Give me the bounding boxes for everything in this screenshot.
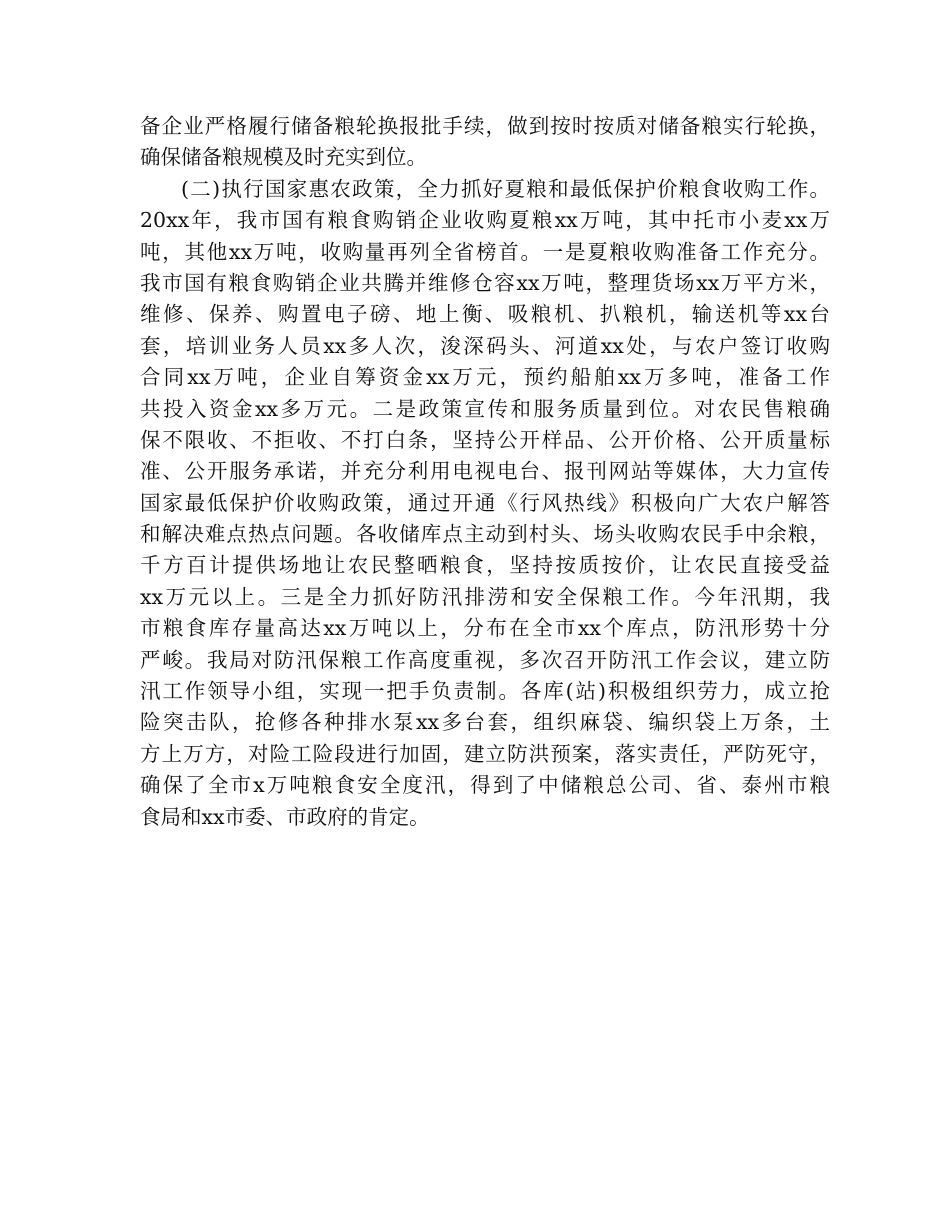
text-line: 吨，其他xx万吨，收购量再列全省榜首。一是夏粮收购准备工作充分。: [140, 239, 830, 264]
text-line: 汛工作领导小组，实现一把手负责制。各库(站)积极组织劳力，成立抢: [140, 679, 830, 704]
text-line: 险突击队，抢修各种排水泵xx多台套，组织麻袋、编织袋上万条，土: [140, 710, 830, 735]
text-line: 食局和xx市委、市政府的肯定。: [140, 804, 430, 829]
text-line: 保不限收、不拒收、不打白条，坚持公开样品、公开价格、公开质量标: [140, 427, 830, 452]
text-line: 方上万方，对险工险段进行加固，建立防洪预案，落实责任，严防死守，: [140, 741, 830, 766]
text-line: 维修、保养、购置电子磅、地上衡、吸粮机、扒粮机，输送机等xx台: [140, 302, 830, 327]
text-line: 共投入资金xx多万元。二是政策宣传和服务质量到位。对农民售粮确: [140, 396, 830, 421]
text-line: 我市国有粮食购销企业共腾并维修仓容xx万吨，整理货场xx万平方米，: [140, 270, 830, 295]
text-line: 千方百计提供场地让农民整晒粮食，坚持按质按价，让农民直接受益: [140, 553, 830, 578]
text-line: 严峻。我局对防汛保粮工作高度重视，多次召开防汛工作会议，建立防: [140, 647, 830, 672]
text-line: 和解决难点热点问题。各收储库点主动到村头、场头收购农民手中余粮，: [140, 522, 830, 547]
text-line: 市粮食库存量高达xx万吨以上，分布在全市xx个库点，防汛形势十分: [140, 616, 830, 641]
text-line: 国家最低保护价收购政策，通过开通《行风热线》积极向广大农户解答: [140, 490, 830, 515]
text-line: 套，培训业务人员xx多人次，浚深码头、河道xx处，与农户签订收购: [140, 333, 830, 358]
text-line: 确保了全市x万吨粮食安全度汛，得到了中储粮总公司、省、泰州市粮: [140, 773, 830, 798]
text-line: 合同xx万吨，企业自筹资金xx万元，预约船舶xx万多吨，准备工作: [140, 365, 830, 390]
text-line: 备企业严格履行储备粮轮换报批手续，做到按时按质对储备粮实行轮换，: [140, 114, 830, 138]
text-line: xx万元以上。三是全力抓好防汛排涝和安全保粮工作。今年汛期，我: [140, 584, 830, 609]
section-heading-line: (二)执行国家惠农政策，全力抓好夏粮和最低保护价粮食收购工作。: [181, 176, 830, 201]
text-line: 20xx年，我市国有粮食购销企业收购夏粮xx万吨，其中托市小麦xx万: [140, 208, 830, 233]
body-text: [140, 111, 830, 833]
text-line: 准、公开服务承诺，并充分利用电视电台、报刊网站等媒体，大力宣传: [140, 459, 830, 484]
text-line: 确保储备粮规模及时充实到位。: [140, 145, 427, 170]
